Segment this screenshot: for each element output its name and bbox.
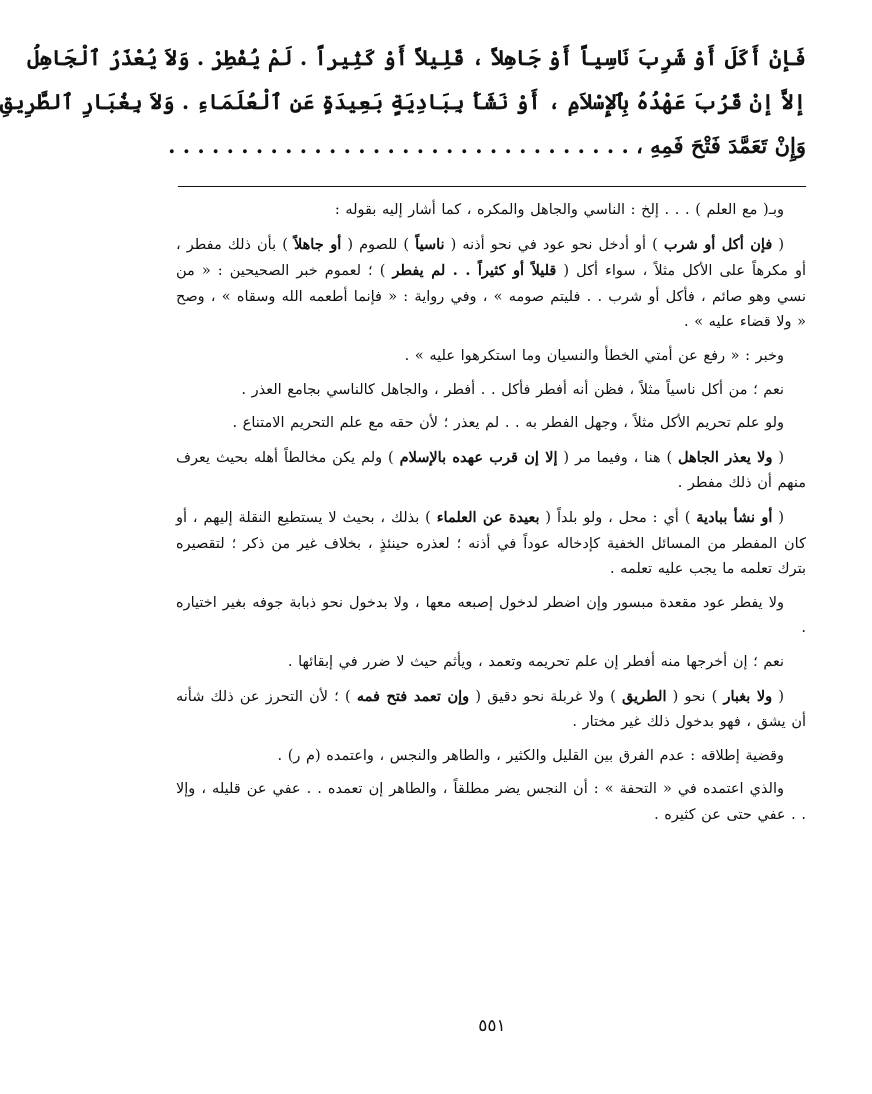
quoted-matn: قليلاً أو كثيراً . . لم يفطر (392, 262, 557, 280)
quoted-matn: فإن أكل أو شرب (663, 235, 773, 253)
page-number: ٥٥١ (478, 1016, 506, 1036)
quoted-matn: أو جاهلاً (293, 235, 342, 253)
matn-line: فَإنْ أَكَلَ أَوْ شَرِبَ نَاسِياً أَوْ جَاهِلاً ، قَلِيلاً أَوْ كَثِيراً . لَمْ يُفْطِرْ . وَلاَ يُعْذَرُ ٱلْجَاهِلُ (27, 45, 806, 70)
quoted-matn: بعيدة عن العلماء (436, 508, 540, 526)
commentary-paragraph: ( ولا يعذر الجاهل ) هنا ، وفيما مر ( إلا إن قرب عهده بالإسلام ) ولم يكن مخالطاً أهله بحيث يعرف منهم أن ذلك مفطر . (176, 448, 806, 492)
commentary-paragraph: ( فإن أكل أو شرب ) أو أدخل نحو عود في نحو أذنه ( ناسياً ) للصوم ( أو جاهلاً ) بأن ذلك مفطر ، أو مكرهاً على الأكل مثلاً ، سواء أكل ( قليلاً أو كثيراً . . لم يفطر ) ؛ لعموم خبر الصحيحين : « من نسي وهو صائم ، فأكل أو شرب . . فليتم صومه » ، وفي رواية : « فإنما أطعمه الله وسقاه » ، وصح « ولا قضاء عليه » . (176, 235, 806, 331)
commentary-paragraph: والذي اعتمده في « التحفة » : أن النجس يضر مطلقاً ، والطاهر إن تعمده . . عفي عن قليله ، وإلا . . عفي حتى عن كثيره . (176, 781, 806, 823)
commentary-paragraph: وبـ( مع العلم ) . . . إلخ : الناسي والجاهل والمكره ، كما أشار إليه بقوله : (334, 202, 784, 218)
commentary-paragraph: ولو علم تحريم الأكل مثلاً ، وجهل الفطر به . . لم يعذر ؛ لأن حقه مع علم التحريم الامتناع . (232, 415, 784, 432)
quoted-matn: أو نشأ ببادية (696, 508, 773, 526)
quoted-matn: الطريق (622, 687, 667, 705)
commentary-paragraph: ( ولا بغبار ) نحو ( الطريق ) ولا غربلة نحو دقيق ( وإن تعمد فتح فمه ) ؛ لأن التحرز عن ذلك شأنه أن يشق ، فهو بدخول ذلك غير مختار . (176, 687, 806, 731)
quoted-matn: ولا بغبار (723, 687, 773, 705)
section-divider (178, 186, 806, 187)
matn-line: وَإِنْ تَعَمَّدَ فَتْحَ فَمِهِ ، . . . . . . . . . . . . . . . . . . . . . . . . . . . . . . . . (168, 133, 806, 158)
commentary-paragraph: وخبر : « رفع عن أمتي الخطأ والنسيان وما استكرهوا عليه » . (404, 347, 784, 364)
main-text-matn (0, 36, 806, 168)
commentary-paragraph: ولا يفطر عود مقعدة مبسور وإن اضطر لدخول إصبعه معها ، ولا بدخول نحو ذبابة جوفه بغير اختياره . (176, 594, 806, 637)
commentary-sharh (176, 198, 806, 836)
matn-line: إلاَّ إنْ قَرُبَ عَهْدُهُ بِٱلإِسْلاَمِ ، أَوْ نَشَأَ بِبَادِيَةٍ بَعِيدَةٍ عَنِ ٱلْعُلَمَاءِ . وَلاَ بِغُبَارِ ٱلطَّرِيقِ (0, 89, 806, 114)
commentary-paragraph: نعم ؛ إن أخرجها منه أفطر إن علم تحريمه وتعمد ، ويأثم حيث لا ضرر في إبقائها . (287, 653, 784, 670)
commentary-paragraph: ( أو نشأ ببادية ) أي : محل ، ولو بلداً ( بعيدة عن العلماء ) بذلك ، بحيث لا يستطيع النقلة إليهم ، أو كان المفطر من المسائل الخفية كإدخاله عوداً في أذنه ؛ لعذره حينئذٍ ، بخلاف غير من ذكر ؛ لتقصيره بترك تعلمه ما يجب عليه تعلمه . (176, 508, 806, 578)
commentary-paragraph: نعم ؛ من أكل ناسياً مثلاً ، فظن أنه أفطر فأكل . . أفطر ، والجاهل كالناسي بجامع العذر . (241, 381, 784, 398)
commentary-paragraph: وقضية إطلاقه : عدم الفرق بين القليل والكثير ، والطاهر والنجس ، واعتمده (م ر) . (277, 747, 784, 764)
quoted-matn: وإن تعمد فتح فمه (356, 687, 470, 705)
quoted-matn: إلا إن قرب عهده بالإسلام (399, 448, 558, 466)
quoted-matn: ولا يعذر الجاهل (678, 448, 773, 466)
quoted-matn: ناسياً (415, 235, 445, 253)
